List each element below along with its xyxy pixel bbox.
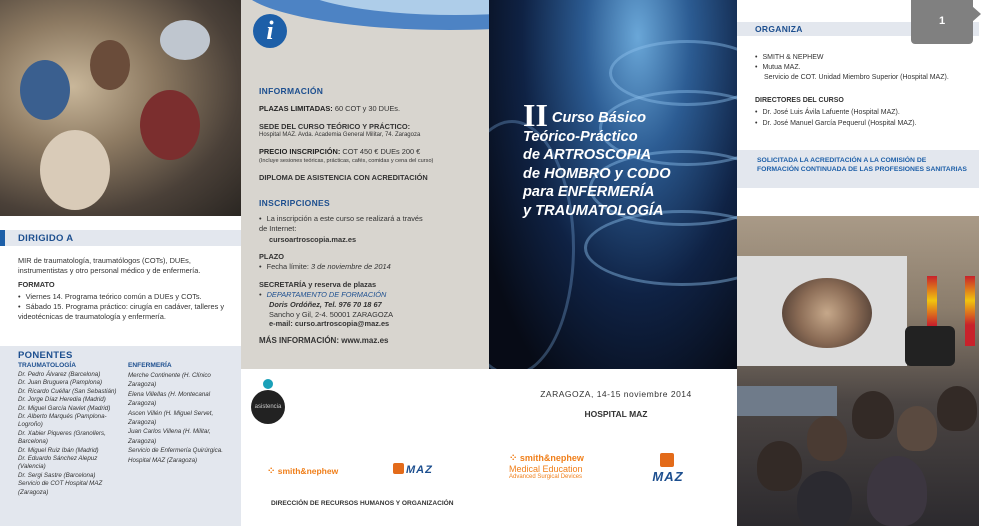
- directores-title: DIRECTORES DEL CURSO: [755, 97, 844, 104]
- acreditacion-box: [737, 150, 979, 188]
- secretaria-title: SECRETARÍA y reserva de plazas: [259, 280, 377, 289]
- ponentes-section: [0, 346, 241, 526]
- right-panel: [737, 0, 987, 526]
- ponente-item: Dr. Xabier Piqueres (Granollers, Barcelona): [18, 429, 106, 446]
- plazas: [259, 104, 484, 114]
- ponente-item: Dr. Juan Bruguera (Pamplona): [18, 379, 103, 387]
- inscripciones-text: [259, 214, 424, 234]
- ponente-item: Dr. Ricardo Cuéllar (San Sebastián): [18, 387, 117, 395]
- event-date: ZARAGOZA, 14-15 noviembre 2014: [540, 389, 692, 399]
- inscripciones-item: • La inscripción a este curso se realizará a través de Internet:: [259, 214, 424, 234]
- dirigido-title: DIRIGIDO A: [18, 233, 74, 244]
- event-venue: HOSPITAL MAZ: [584, 409, 648, 419]
- cover-line-1: [523, 97, 733, 133]
- director-item: • Dr. José Luis Ávila Lafuente (Hospital MAZ).: [755, 107, 980, 118]
- cover-line-text: Curso Básico: [551, 110, 646, 126]
- ponente-item: Dr. Pedro Álvarez (Barcelona): [18, 371, 101, 378]
- page-number-tab[interactable]: 1: [911, 0, 973, 44]
- enf-title: ENFERMERÍA: [128, 362, 172, 369]
- ponente-item: Servicio de COT Hospital MAZ (Zaragoza): [18, 480, 103, 496]
- ponente-item: Juan Carlos Villena (H. Militar, Zaragoza): [128, 428, 211, 445]
- ponentes-title: PONENTES: [18, 350, 73, 361]
- projection-screen: [737, 256, 907, 366]
- info-icon: i: [253, 14, 287, 48]
- organiza-item: • Mutua MAZ.: [755, 63, 980, 73]
- sede-value: Hospital MAZ. Avda. Academia General Militar, 74. Zaragoza: [259, 132, 421, 138]
- inscripciones-title: INSCRIPCIONES: [259, 198, 330, 208]
- maz-text: MAZ: [652, 469, 684, 484]
- ponente-item: Ascen Villén (H. Miguel Servet, Zaragoza): [128, 409, 214, 427]
- bottom-strip: [241, 369, 737, 526]
- left-panel: [0, 0, 241, 526]
- dirigido-text: MIR de traumatología, traumatólogos (COTs), DUEs, instrumentistas y otro personal médico y de enfermería.: [18, 256, 201, 275]
- lecture-hall-photo: [737, 216, 979, 526]
- sn-text: smith&nephew: [277, 466, 339, 476]
- formato-item: • Viernes 14. Programa teórico común a DUEs y COTs.: [18, 292, 233, 302]
- page-tab-arrow-icon: [972, 6, 981, 22]
- ponente-item: Dr. Eduardo Sánchez Alepuz (Valencia): [18, 455, 98, 471]
- sn-med-text: smith&nephew: [519, 453, 584, 463]
- dirigido-header: [0, 230, 241, 246]
- plazas-value: 60 COT y 30 DUEs.: [334, 104, 400, 113]
- ponente-item: Elena Villellas (H. Montecanal Zaragoza): [128, 390, 211, 408]
- secretaria-email[interactable]: e-mail: curso.artroscopia@maz.es: [269, 319, 390, 328]
- plazo-title: PLAZO: [259, 252, 285, 261]
- asistencia-logo: asistencia: [251, 390, 285, 424]
- directores-list: [755, 107, 980, 129]
- info-title: INFORMACIÓN: [259, 86, 324, 96]
- plazo-item: [259, 262, 484, 272]
- sn-med-sub: Medical Education: [509, 464, 583, 474]
- acreditacion-text: SOLICITADA LA ACREDITACIÓN A LA COMISIÓN DE FORMACIÓN CONTINUADA DE LAS PROFESIONES SANITARIAS: [757, 157, 967, 173]
- secretaria-dept: [259, 290, 484, 300]
- cover-title: [523, 97, 733, 220]
- ponente-item: Dr. Miguel Ruiz Ibán (Madrid): [18, 446, 99, 454]
- mas-info[interactable]: MÁS INFORMACIÓN: www.maz.es: [259, 336, 389, 345]
- cover-line-6: y TRAUMATOLOGÍA: [523, 202, 664, 219]
- asistencia-dot: [263, 379, 273, 389]
- ponente-item: Dr. Jorge Díaz Heredia (Madrid): [18, 396, 106, 404]
- precio-note: (Incluye sesiones teóricas, prácticas, cafés, comidas y cena del curso): [259, 158, 434, 164]
- direccion-text: DIRECCIÓN DE RECURSOS HUMANOS Y ORGANIZACIÓN: [271, 500, 454, 507]
- trauma-title: TRAUMATOLOGÍA: [18, 362, 76, 369]
- diploma: DIPLOMA DE ASISTENCIA CON ACREDITACIÓN: [259, 173, 428, 182]
- maz-logo-1: [393, 463, 433, 476]
- trauma-list: [18, 371, 126, 497]
- smith-nephew-logo: ⁘ smith&nephew: [267, 466, 339, 477]
- formato-list: [18, 292, 233, 322]
- organiza-sub: Servicio de COT. Unidad Miembro Superior (Hospital MAZ).: [764, 74, 949, 81]
- ponente-item: Servicio de Enfermería Quirúrgica. Hospital MAZ (Zaragoza): [128, 447, 223, 464]
- plazo-label: Fecha límite:: [266, 262, 309, 271]
- cover-line-4: de HOMBRO y CODO: [523, 165, 671, 182]
- cover-roman: II: [523, 97, 548, 133]
- organiza-item: • SMITH & NEPHEW: [755, 53, 980, 63]
- maz-square-icon: [660, 453, 674, 467]
- plazo-value: 3 de noviembre de 2014: [310, 262, 391, 271]
- maz-text: MAZ: [406, 464, 433, 476]
- cover-line-5: para ENFERMERÍA: [523, 184, 655, 200]
- ponente-item: Dr. Alberto Marqués (Pamplona-Logroño): [18, 413, 107, 429]
- secretaria-dept-item: • DEPARTAMENTO DE FORMACIÓN: [259, 290, 484, 300]
- enf-list: [128, 371, 234, 465]
- plazo-line: [259, 262, 484, 272]
- students-photo: [0, 0, 241, 216]
- cover-panel: [489, 0, 737, 369]
- sn-med-title: ⁘ smith&nephew: [509, 453, 584, 464]
- maz-logo-2: [633, 453, 703, 484]
- ponente-item: Merche Continente (H. Clínico Zaragoza): [128, 372, 211, 389]
- ponente-item: Dr. Miguel García Navlet (Madrid): [18, 404, 111, 412]
- secretaria-person: Doris Ordóñez, Tel. 976 70 18 67: [269, 300, 382, 309]
- precio-value: COT 450 € DUEs 200 €: [342, 147, 421, 156]
- director-item: • Dr. José Manuel García Pequerul (Hospital MAZ).: [755, 118, 980, 129]
- plazas-label: PLAZAS LIMITADAS:: [259, 104, 333, 113]
- cover-line-2: Teórico-Práctico: [523, 128, 638, 145]
- formato-title: FORMATO: [18, 280, 55, 289]
- cover-line-3: de ARTROSCOPIA: [523, 147, 652, 163]
- sede-label: SEDE DEL CURSO TEÓRICO Y PRÁCTICO:: [259, 122, 411, 131]
- secretaria-address: Sancho y Gil, 2-4. 50001 ZARAGOZA: [269, 310, 394, 319]
- organiza-title: ORGANIZA: [755, 24, 803, 34]
- sn-medical-logo: [509, 453, 619, 480]
- inscripciones-url[interactable]: cursoartroscopia.maz.es: [269, 235, 357, 244]
- organiza-list: [755, 53, 980, 83]
- precio-label: PRECIO INSCRIPCIÓN:: [259, 147, 341, 156]
- sn-med-sub2: Advanced Surgical Devices: [509, 474, 583, 480]
- ponente-item: Dr. Sergi Sastre (Barcelona): [18, 471, 96, 479]
- formato-item: • Sábado 15. Programa práctico: cirugía en cadáver, talleres y videotécnicas de traumatología y enfermería.: [18, 302, 233, 322]
- maz-square-icon: [393, 463, 404, 474]
